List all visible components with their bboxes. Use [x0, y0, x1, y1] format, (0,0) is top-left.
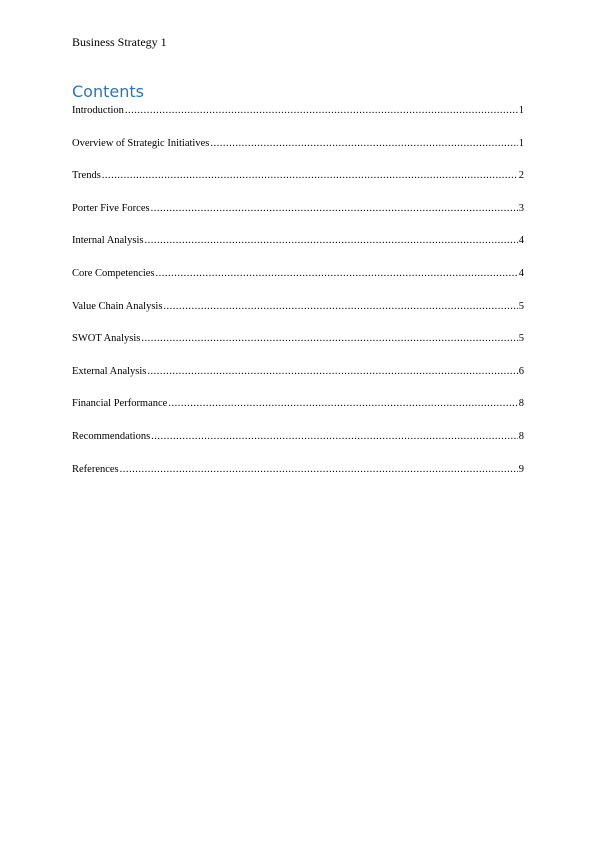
toc-entry-core-competencies[interactable]	[72, 267, 524, 300]
toc-entry-title: Core Competencies	[72, 267, 155, 279]
dot-leader	[141, 332, 517, 346]
running-header: Business Strategy 1	[72, 35, 167, 49]
contents-heading: Contents	[72, 82, 144, 101]
toc-entry-porter-five-forces[interactable]	[72, 202, 524, 235]
dot-leader	[144, 234, 517, 248]
toc-page-number: 6	[518, 365, 524, 377]
toc-entry-financial-performance[interactable]	[72, 397, 524, 430]
toc-page-number: 9	[518, 463, 524, 475]
toc-entry-value-chain-analysis[interactable]	[72, 300, 524, 333]
toc-page-number: 4	[518, 267, 524, 279]
dot-leader	[210, 137, 517, 151]
toc-entry-title: Recommendations	[72, 430, 151, 442]
toc-entry-title: SWOT Analysis	[72, 333, 141, 345]
toc-entry-title: Financial Performance	[72, 398, 168, 410]
dot-leader	[147, 365, 517, 379]
toc-entry-title: Introduction	[72, 105, 124, 116]
toc-entry-title: Porter Five Forces	[72, 202, 150, 214]
dot-leader	[151, 430, 518, 444]
toc-page-number: 8	[518, 430, 524, 442]
toc-page-number: 5	[518, 333, 524, 345]
dot-leader	[168, 397, 517, 411]
toc-page-number: 1	[518, 105, 524, 116]
toc-page-number: 1	[518, 137, 524, 149]
toc-entry-external-analysis[interactable]	[72, 365, 524, 398]
toc-entry-title: References	[72, 463, 119, 475]
dot-leader	[102, 169, 518, 183]
dot-leader	[163, 300, 517, 314]
toc-page-number: 5	[518, 300, 524, 312]
toc-entry-title: Overview of Strategic Initiatives	[72, 137, 210, 149]
toc-entry-internal-analysis[interactable]	[72, 234, 524, 267]
toc-page-number: 2	[518, 170, 524, 182]
toc-entry-introduction[interactable]	[72, 104, 524, 137]
dot-leader	[151, 202, 518, 216]
toc-entry-overview-of-strategic-initiatives[interactable]	[72, 137, 524, 170]
toc-page-number: 3	[518, 202, 524, 214]
toc-entry-swot-analysis[interactable]	[72, 332, 524, 365]
toc-entry-title: Trends	[72, 170, 101, 182]
toc-entry-recommendations[interactable]	[72, 430, 524, 463]
toc-entry-title: External Analysis	[72, 365, 147, 377]
dot-leader	[125, 104, 518, 118]
table-of-contents	[72, 104, 524, 495]
toc-page-number: 4	[518, 235, 524, 247]
toc-page-number: 8	[518, 398, 524, 410]
toc-entry-title: Internal Analysis	[72, 235, 144, 247]
toc-entry-title: Value Chain Analysis	[72, 300, 163, 312]
dot-leader	[156, 267, 518, 281]
toc-entry-trends[interactable]	[72, 169, 524, 202]
dot-leader	[120, 463, 518, 477]
toc-entry-references[interactable]	[72, 463, 524, 496]
